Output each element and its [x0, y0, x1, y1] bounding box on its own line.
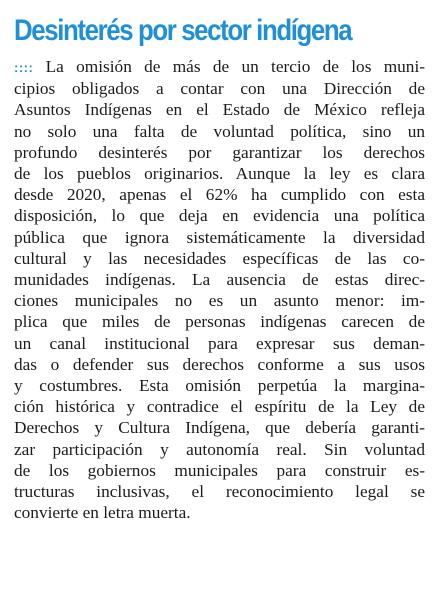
article-line: pública que ignora sistemáticamente la diversidad [14, 227, 425, 247]
article-line: das o defender sus derechos conforme a sus usos [14, 354, 425, 374]
article-line: ciones municipales no es un asunto menor: im- [14, 291, 425, 311]
article-line: desde 2020, apenas el 62% ha cumplido con esta [14, 185, 425, 205]
article-line: cipios obligados a contar con una Dirección de [14, 79, 425, 99]
article-line: Asuntos Indígenas en el Estado de México refleja [14, 100, 425, 120]
article-line: y costumbres. Esta omisión perpetúa la margina- [14, 376, 425, 396]
article-line: Derechos y Cultura Indígena, que debería garanti- [14, 418, 425, 438]
article-line: cultural y las necesidades específicas de las co- [14, 248, 425, 268]
article-body [14, 56, 425, 523]
article-line: disposición, lo que deja en evidencia una política [14, 206, 425, 226]
article-headline: Desinterés por sector indígena [14, 14, 352, 47]
kicker-marker: :::: [14, 60, 34, 75]
article-line-text: La omisión de más de un tercio de los muni- [45, 57, 425, 76]
article-line: tructuras inclusivas, el reconocimiento legal se [14, 482, 425, 502]
article-line: plica que miles de personas indígenas carecen de [14, 312, 425, 332]
article-line: munidades indígenas. La ausencia de estas direc- [14, 270, 425, 290]
article-line-last: convierte en letra muerta. [14, 503, 191, 523]
article-line [14, 56, 425, 78]
article-line: no solo una falta de voluntad política, sino un [14, 121, 425, 141]
article-line: un canal institucional para expresar sus deman- [14, 333, 425, 353]
article-line: ción histórica y contradice el espíritu de la Ley de [14, 397, 425, 417]
article-line: zar participación y autonomía real. Sin voluntad [14, 439, 425, 459]
article-line: profundo desinterés por garantizar los derechos [14, 142, 425, 162]
article-line: de los pueblos originarios. Aunque la ley es clara [14, 164, 425, 184]
article-line: de los gobiernos municipales para construir es- [14, 460, 425, 480]
